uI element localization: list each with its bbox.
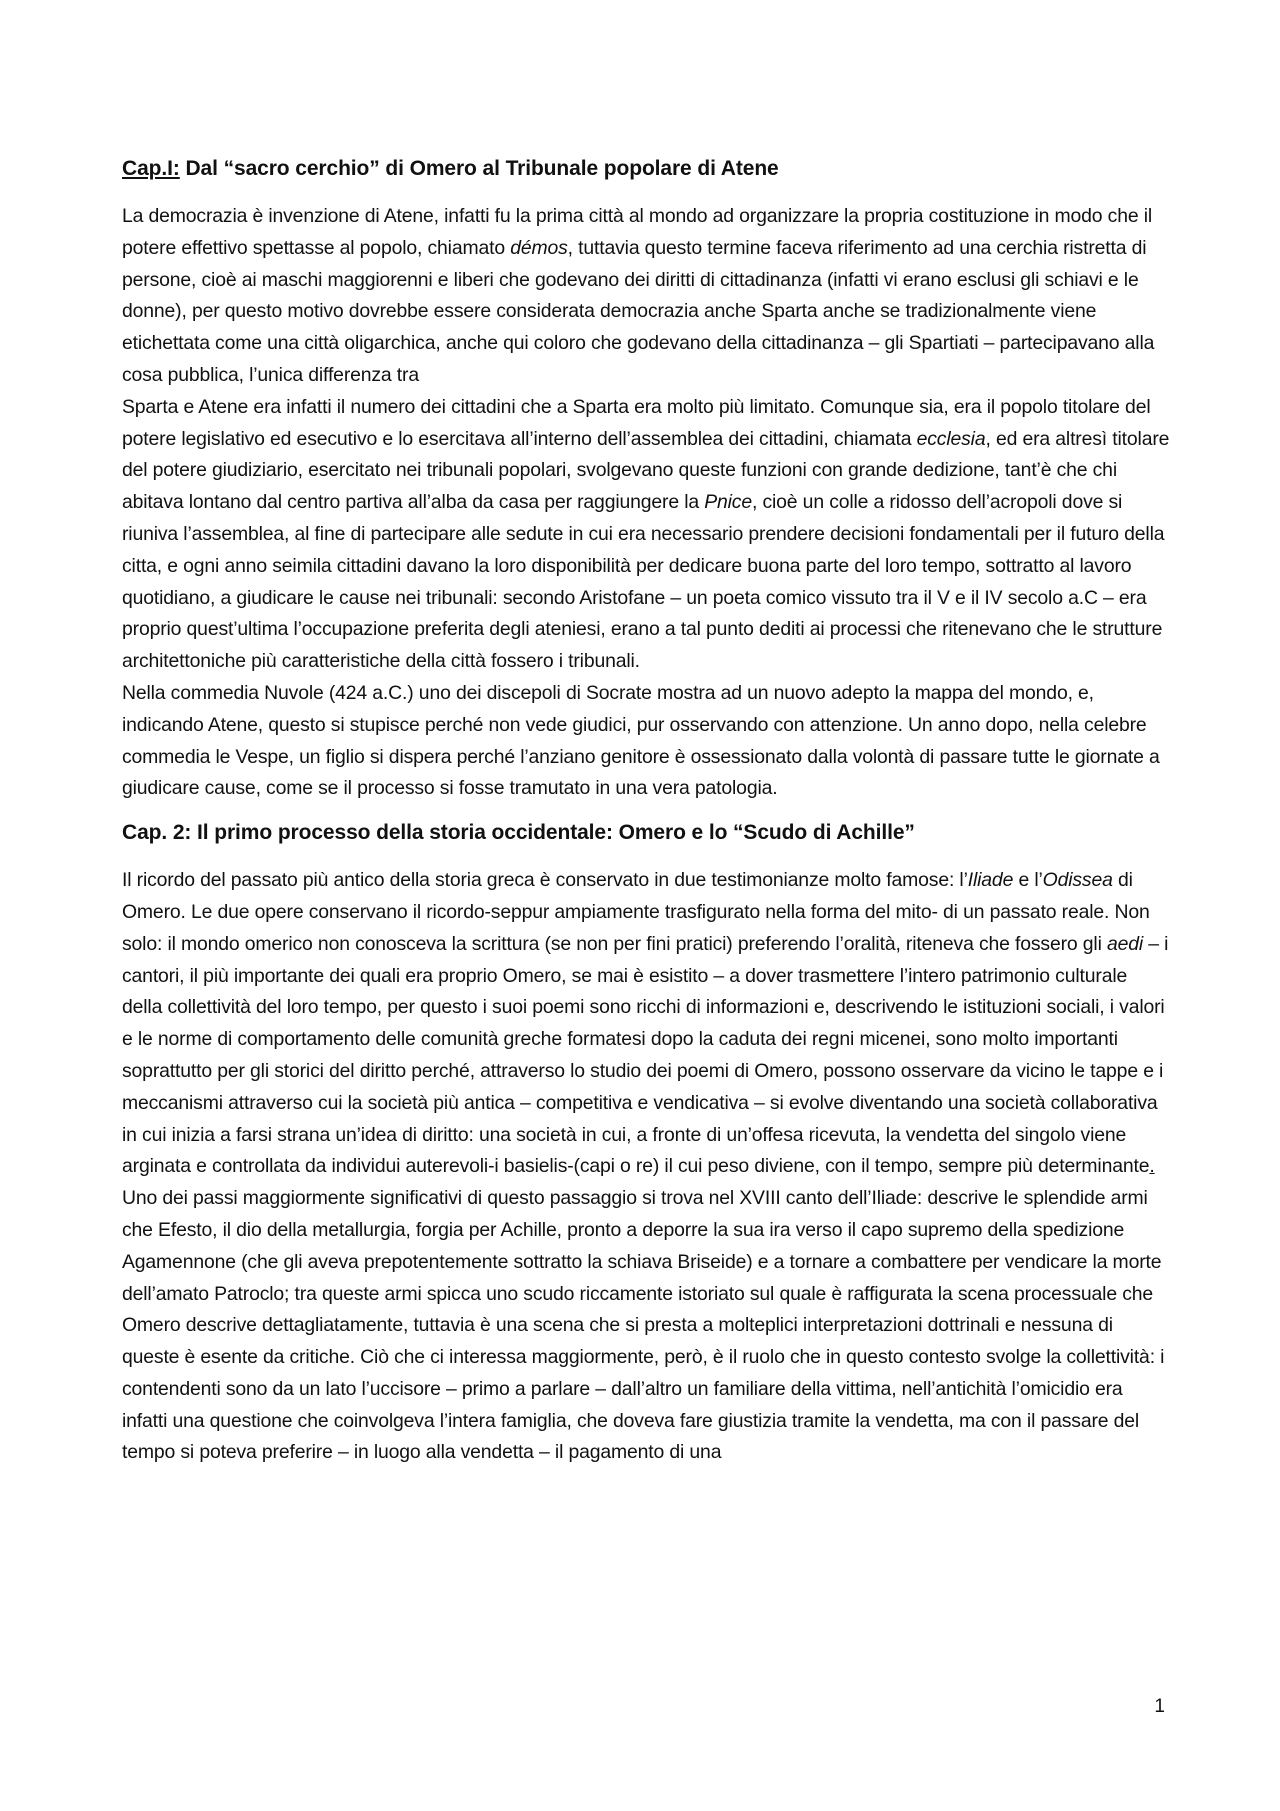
italic-term: aedi	[1106, 932, 1144, 955]
chapter-1-paragraph-2	[122, 392, 1172, 678]
text-run: Il ricordo del passato più antico della storia greca è conservato in due testimonianze molto famose: l’	[122, 869, 968, 892]
chapter-2-heading: Cap. 2: Il primo processo della storia occidentale: Omero e lo “Scudo di Achille”	[122, 821, 915, 845]
chapter-1-paragraph-1	[122, 201, 1172, 392]
text-run: La democrazia è invenzione di Atene, infatti fu la prima città al mondo ad organizzare la propria costituzione in modo che il potere effettivo spettasse al popolo, chiamato	[122, 205, 1153, 259]
chapter-2-paragraph-2: Uno dei passi maggiormente significativi di questo passaggio si trova nel XVIII canto dell’Iliade: descrive le splendide armi che Efesto, il dio della metallurgia, forgia per Achille, pronto a deporre la sua ira verso il capo supremo della spedizione Agamennone (che gli aveva prepotentemente sottratto la schiava Briseide) e a tornare a combattere per vendicare la morte dell’amato Patroclo; tra queste armi spicca uno scudo riccamente istoriato sul quale è raffigurata la scena processuale che Omero descrive dettagliatamente, tuttavia è una scena che si presta a molteplici interpretazioni dottrinali e nessuna di queste è esente da critiche. Ciò che ci interessa maggiormente, però, è il ruolo che in questo contesto svolge la collettività: i contendenti sono da un lato l’uccisore – primo a parlare – dall’altro un familiare della vittima, nell’antichità l’omicidio era infatti una questione che coinvolgeva l’intera famiglia, che doveva fare giustizia tramite la vendetta, ma con il passare del tempo si poteva preferire – in luogo alla vendetta – il pagamento di una	[122, 1187, 1165, 1464]
chapter-1-label: Cap.I:	[122, 157, 180, 180]
chapter-1-title: Dal “sacro cerchio” di Omero al Tribunale popolare di Atene	[179, 157, 779, 180]
italic-term: Iliade	[967, 869, 1014, 892]
text-run: di Omero. Le due opere conservano il ricordo-seppur ampiamente trasfigurato nella forma del mito- di un passato reale. Non solo: il mondo omerico non conosceva la scrittura (se non per fini pratici) preferendo l’oralità, riteneva che fossero gli	[122, 869, 1150, 955]
italic-term: Pnice	[704, 491, 752, 514]
text-run: , tuttavia questo termine faceva riferimento ad una cerchia ristretta di persone, cioè ai maschi maggiorenni e liberi che godevano dei diritti di cittadinanza (infatti vi erano esclusi gli schiavi e le donne), per questo motivo dovrebbe essere considerata democrazia anche Sparta anche se tradizionalmente viene etichettata come una città oligarchica, anche qui coloro che godevano della cittadinanza – gli Spartiati – partecipavano alla cosa pubblica, l’unica differenza tra	[122, 236, 1155, 386]
page-number: 1	[1154, 1696, 1165, 1717]
chapter-2-paragraph-1	[122, 865, 1172, 1183]
text-run: e l’	[1013, 869, 1043, 892]
italic-term: démos	[510, 236, 568, 259]
text-run: , cioè un colle a ridosso dell’acropoli dove si riuniva l’assemblea, al fine di partecipare alle sedute in cui era necessario prendere decisioni fondamentali per il futuro della citta, e ogni anno seimila cittadini davano la loro disponibilità per dedicare buona parte del loro tempo, sottratto al lavoro quotidiano, a giudicare le cause nei tribunali: secondo Aristofane – un poeta comico vissuto tra il V e il IV secolo a.C – era proprio quest’ultima l’occupazione preferita degli ateniesi, erano a tal punto dediti ai processi che ritenevano che le strutture architettoniche più caratteristiche della città fossero i tribunali.	[122, 491, 1165, 673]
italic-term: ecclesia	[916, 427, 986, 450]
chapter-1-paragraph-3: Nella commedia Nuvole (424 a.C.) uno dei discepoli di Socrate mostra ad un nuovo adepto la mappa del mondo, e, indicando Atene, questo si stupisce perché non vede giudici, pur osservando con attenzione. Un anno dopo, nella celebre commedia le Vespe, un figlio si dispera perché l’anziano genitore è ossessionato dalla volontà di passare tutte le giornate a giudicare cause, come se il processo si fosse tramutato in una vera patologia.	[122, 681, 1160, 800]
text-run: , ed era altresì titolare del potere giudiziario, esercitato nei tribunali popolari, svolgevano queste funzioni con grande dedizione, tant’è che chi abitava lontano dal centro partiva all’alba da casa per raggiungere la	[122, 427, 1170, 514]
text-run: Sparta e Atene era infatti il numero dei cittadini che a Sparta era molto più limitato. Comunque sia, era il popolo titolare del potere legislativo ed esecutivo e lo esercitava all’interno dell’assemblea dei cittadini, chiamata	[122, 395, 1151, 450]
chapter-1-heading	[122, 153, 1172, 185]
text-run: – i cantori, il più importante dei quali era proprio Omero, se mai è esistito – a dover trasmettere l’intero patrimonio culturale della collettività del loro tempo, per questo i suoi poemi sono ricchi di informazioni e, descrivendo le istituzioni sociali, i valori e le norme di comportamento delle comunità greche formatesi dopo la caduta dei regni micenei, sono molto importanti soprattutto per gli storici del diritto perché, attraverso lo studio dei poemi di Omero, possono osservare da vicino le tappe e i meccanismi attraverso cui la società più antica – competitiva e vendicativa – si evolve diventando una società collaborativa in cui inizia a farsi strana un’idea di diritto: una società in cui, a fronte di un’offesa ricevuta, la vendetta del singolo viene arginata e controllata da individui auterevoli-i basielis-(capi o re) il cui peso diviene, con il tempo, sempre più determinante	[122, 932, 1169, 1178]
underlined-period: .	[1149, 1155, 1155, 1178]
italic-term: Odissea	[1042, 869, 1113, 892]
document-body	[122, 153, 1172, 1469]
